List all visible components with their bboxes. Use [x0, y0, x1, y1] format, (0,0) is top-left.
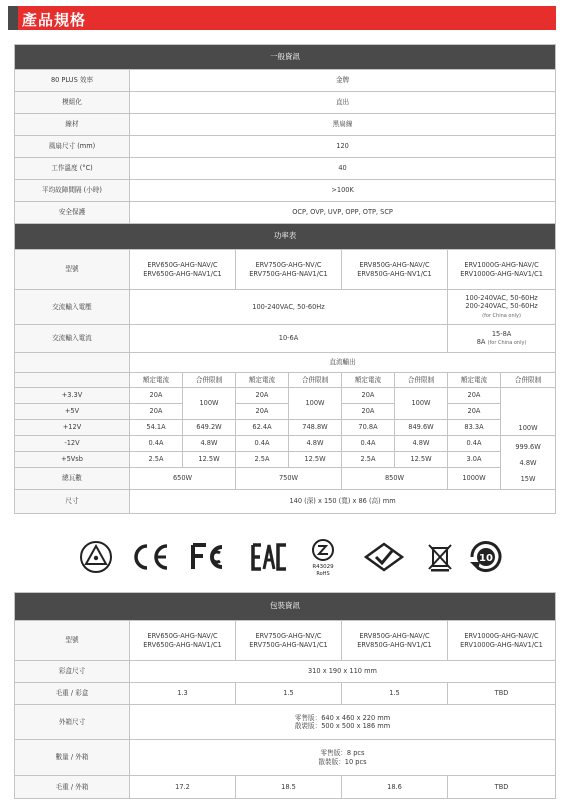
ce-mark-icon	[130, 542, 170, 572]
packaging-header: 包裝資訊	[15, 593, 556, 621]
carton-weight-cell: 17.2	[130, 776, 236, 799]
spec-row	[15, 136, 556, 158]
dc-output-blank	[15, 353, 130, 373]
combined-cell: 4.8W	[519, 458, 537, 467]
carton-size-value: 零售版：640 x 460 x 220 mm 散裝版：500 x 500 x 186 mm	[130, 705, 556, 740]
dc-output-label: 直流輸出	[130, 353, 556, 373]
box-weight-cell: 1.3	[130, 683, 236, 705]
qty-row	[15, 740, 556, 776]
certification-row	[14, 522, 555, 590]
ac-voltage-row	[15, 290, 556, 325]
spec-value: 40	[130, 158, 556, 180]
carton-weight-cell: TBD	[448, 776, 556, 799]
rated-cell: 54.1A	[130, 420, 183, 436]
rated-cell: 62.4A	[236, 420, 289, 436]
ac-voltage-1000: 100-240VAC, 50-60Hz 200-240VAC, 50-60Hz (for China only)	[448, 290, 556, 325]
model-650: ERV650G-AHG-NAV/C ERV650G-AHG-NAV1/C1	[130, 250, 236, 290]
pkg-model-750: ERV750G-AHG-NV/C ERV750G-AHG-NAV1/C1	[236, 621, 342, 661]
size-label: 尺寸	[15, 490, 130, 514]
rated-cell: 20A	[342, 388, 395, 404]
pkg-model-650: ERV650G-AHG-NAV/C ERV650G-AHG-NAV1/C1	[130, 621, 236, 661]
combined-cell: 15W	[520, 474, 536, 483]
model-row	[15, 250, 556, 290]
spec-value: 金牌	[130, 70, 556, 92]
box-weight-cell: 1.5	[342, 683, 448, 705]
combined-cell: 4.8W	[289, 436, 342, 452]
combined-cell: 100W	[289, 388, 342, 420]
qty-label: 數量 / 外箱	[15, 740, 130, 776]
model-750: ERV750G-AHG-NV/C ERV750G-AHG-NAV1/C1	[236, 250, 342, 290]
spec-row	[15, 92, 556, 114]
model-label: 型號	[15, 250, 130, 290]
packaging-header-row	[15, 593, 556, 621]
safety-triangle-icon	[78, 540, 114, 570]
combined-cell: 12.5W	[183, 452, 236, 468]
pkg-model-label: 型號	[15, 621, 130, 661]
ac-current-label: 交流輸入電流	[15, 325, 130, 353]
rcm-code: R43029	[312, 564, 334, 570]
combined-cell: 4.8W	[183, 436, 236, 452]
rail-row-m12v	[15, 436, 556, 452]
qty-value: 零售版：8 pcs 散裝版：10 pcs	[130, 740, 556, 776]
total-label: 總瓦數	[15, 468, 130, 490]
spec-value: 黑扁線	[130, 114, 556, 136]
page-title: 產品規格	[22, 11, 87, 29]
combined-cell: 748.8W	[289, 420, 342, 436]
carton-weight-label: 毛重 / 外箱	[15, 776, 130, 799]
rated-cell: 0.4A	[130, 436, 183, 452]
rated-cell: 70.8A	[342, 420, 395, 436]
combined-cell: 849.6W	[395, 420, 448, 436]
rated-cell: 20A	[236, 404, 289, 420]
combined-limit-header: 合併限制	[395, 373, 448, 388]
ac-current-value: 10-6A	[130, 325, 448, 353]
rail-label: +3.3V	[15, 388, 130, 404]
rated-cell: 0.4A	[236, 436, 289, 452]
size-value: 140 (深) x 150 (寬) x 86 (高) mm	[130, 490, 556, 514]
model-1000: ERV1000G-AHG-NAV/C ERV1000G-AHG-NAV1/C1	[448, 250, 556, 290]
power-header-row	[15, 224, 556, 250]
rated-cell: 0.4A	[448, 436, 501, 452]
rated-current-header: 額定電流	[448, 373, 501, 388]
rated-cell: 3.0A	[448, 452, 501, 468]
rail-row-3v3	[15, 388, 556, 404]
pkg-model-1000: ERV1000G-AHG-NAV/C ERV1000G-AHG-NAV1/C1	[448, 621, 556, 661]
rated-cell: 83.3A	[448, 420, 501, 436]
combined-cell: 100W	[501, 388, 556, 436]
dc-output-row	[15, 353, 556, 373]
pkg-model-row	[15, 621, 556, 661]
rail-label: +12V	[15, 420, 130, 436]
total-650: 650W	[130, 468, 236, 490]
box-weight-row	[15, 683, 556, 705]
spec-row	[15, 70, 556, 92]
box-weight-cell: TBD	[448, 683, 556, 705]
rohs-text: RoHS	[316, 571, 330, 577]
spec-label: 線材	[15, 114, 130, 136]
combined-cell: 12.5W	[395, 452, 448, 468]
spec-label: 模組化	[15, 92, 130, 114]
ac-voltage-label: 交流輸入電壓	[15, 290, 130, 325]
dc-subheader-blank	[15, 373, 130, 388]
weee-bin-icon	[426, 542, 454, 572]
warranty-years: 10	[479, 553, 493, 564]
carton-size-row	[15, 705, 556, 740]
combined-cell: 4.8W	[395, 436, 448, 452]
rated-cell: 0.4A	[342, 436, 395, 452]
dc-subheader-row	[15, 373, 556, 388]
combined-cell: 999.6W	[515, 442, 541, 451]
spec-label: 安全保護	[15, 202, 130, 224]
rcm-rohs-icon	[308, 538, 338, 577]
rated-cell: 20A	[130, 404, 183, 420]
box-weight-label: 毛重 / 彩盒	[15, 683, 130, 705]
size-row	[15, 490, 556, 514]
box-size-row	[15, 661, 556, 683]
spec-value: >100K	[130, 180, 556, 202]
rated-cell: 20A	[236, 388, 289, 404]
combined-cell: 12.5W	[289, 452, 342, 468]
ac-voltage-value: 100-240VAC, 50-60Hz	[130, 290, 448, 325]
rated-current-header: 額定電流	[130, 373, 183, 388]
spec-row	[15, 158, 556, 180]
general-header-row	[15, 45, 556, 70]
fcc-mark-icon	[190, 542, 234, 572]
spec-label: 80 PLUS 效率	[15, 70, 130, 92]
general-header: 一般資訊	[15, 45, 556, 70]
ac-current-1000: 15-8A 8A (for China only)	[448, 325, 556, 353]
rated-cell: 20A	[448, 404, 501, 420]
rated-current-header: 額定電流	[342, 373, 395, 388]
rated-cell: 20A	[448, 388, 501, 404]
rcm-check-icon	[364, 542, 404, 572]
box-size-value: 310 x 190 x 110 mm	[130, 661, 556, 683]
combined-1000-stack	[501, 436, 556, 490]
pkg-model-850: ERV850G-AHG-NAV/C ERV850G-AHG-NV1/C1	[342, 621, 448, 661]
packaging-table	[14, 592, 556, 799]
spec-value: 120	[130, 136, 556, 158]
spec-value: OCP, OVP, UVP, OPP, OTP, SCP	[130, 202, 556, 224]
box-weight-cell: 1.5	[236, 683, 342, 705]
spec-row	[15, 202, 556, 224]
warranty-10-icon	[468, 540, 504, 570]
rated-cell: 20A	[130, 388, 183, 404]
rated-cell: 2.5A	[342, 452, 395, 468]
rated-cell: 2.5A	[130, 452, 183, 468]
rail-label: +5V	[15, 404, 130, 420]
rated-cell: 20A	[342, 404, 395, 420]
page-title-bar	[8, 6, 556, 30]
combined-limit-header: 合併限制	[183, 373, 236, 388]
spec-row	[15, 114, 556, 136]
spec-label: 風扇尺寸 (mm)	[15, 136, 130, 158]
eac-mark-icon	[250, 542, 290, 572]
carton-weight-cell: 18.6	[342, 776, 448, 799]
spec-table	[14, 44, 556, 514]
combined-limit-header: 合併限制	[289, 373, 342, 388]
combined-limit-header: 合併限制	[501, 373, 556, 388]
rated-current-header: 額定電流	[236, 373, 289, 388]
total-750: 750W	[236, 468, 342, 490]
box-size-label: 彩盒尺寸	[15, 661, 130, 683]
spec-label: 平均故障間隔 (小時)	[15, 180, 130, 202]
model-850: ERV850G-AHG-NAV/C ERV850G-AHG-NV1/C1	[342, 250, 448, 290]
power-header: 功率表	[15, 224, 556, 250]
total-1000: 1000W	[448, 468, 501, 490]
title-marker	[8, 6, 18, 30]
combined-cell: 100W	[395, 388, 448, 420]
carton-size-label: 外箱尺寸	[15, 705, 130, 740]
spec-row	[15, 180, 556, 202]
combined-cell: 100W	[183, 388, 236, 420]
total-row	[15, 468, 556, 490]
spec-label: 工作溫度 (°C)	[15, 158, 130, 180]
rail-row-12v	[15, 420, 556, 436]
total-850: 850W	[342, 468, 448, 490]
carton-weight-cell: 18.5	[236, 776, 342, 799]
rated-cell: 2.5A	[236, 452, 289, 468]
rail-row-5v	[15, 404, 556, 420]
rail-row-5vsb	[15, 452, 556, 468]
rail-label: +5Vsb	[15, 452, 130, 468]
rail-label: -12V	[15, 436, 130, 452]
ac-current-row	[15, 325, 556, 353]
carton-weight-row	[15, 776, 556, 799]
combined-cell: 649.2W	[183, 420, 236, 436]
spec-value: 直出	[130, 92, 556, 114]
